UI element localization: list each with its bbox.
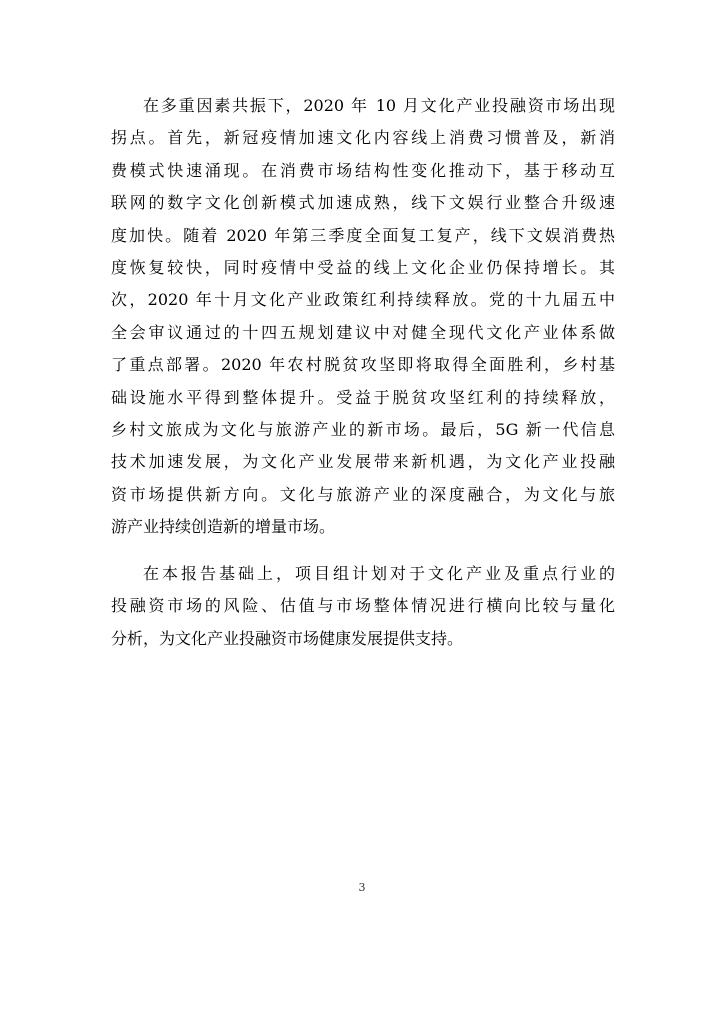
paragraph-line: 技术加速发展，为文化产业发展带来新机遇，为文化产业投融 (111, 452, 615, 472)
paragraph-2 (111, 558, 615, 655)
page-number: 3 (358, 881, 366, 894)
paragraph-line: 投融资市场的风险、估值与市场整体情况进行横向比较与量化 (111, 596, 615, 616)
body-text (111, 90, 615, 655)
paragraph-line: 在多重因素共振下，2020 年 10 月文化产业投融资市场出现 (143, 96, 615, 115)
paragraph-line: 乡村文旅成为文化与旅游产业的新市场。最后，5G 新一代信息 (111, 420, 615, 440)
paragraph-line: 游产业持续创造新的增量市场。 (111, 517, 336, 537)
paragraph-line: 分析，为文化产业投融资市场健康发展提供支持。 (111, 628, 464, 648)
paragraph-line: 拐点。首先，新冠疫情加速文化内容线上消费习惯普及，新消 (111, 128, 615, 148)
paragraph-1 (111, 90, 615, 544)
paragraph-line: 资市场提供新方向。文化与旅游产业的深度融合，为文化与旅 (111, 484, 615, 504)
paragraph-line: 度恢复较快，同时疫情中受益的线上文化企业仍保持增长。其 (111, 258, 615, 278)
paragraph-line: 联网的数字文化创新模式加速成熟，线下文娱行业整合升级速 (111, 193, 615, 213)
paragraph-line: 度加快。随着 2020 年第三季度全面复工复产，线下文娱消费热 (111, 225, 615, 245)
paragraph-line: 费模式快速涌现。在消费市场结构性变化推动下，基于移动互 (111, 160, 615, 180)
paragraph-line: 全会审议通过的十四五规划建议中对健全现代文化产业体系做 (111, 322, 615, 342)
paragraph-line: 础设施水平得到整体提升。受益于脱贫攻坚红利的持续释放， (111, 387, 615, 407)
paragraph-line: 在本报告基础上，项目组计划对于文化产业及重点行业的 (143, 563, 615, 583)
paragraph-line: 了重点部署。2020 年农村脱贫攻坚即将取得全面胜利，乡村基 (111, 355, 615, 375)
paragraph-line: 次，2020 年十月文化产业政策红利持续释放。党的十九届五中 (111, 290, 615, 310)
